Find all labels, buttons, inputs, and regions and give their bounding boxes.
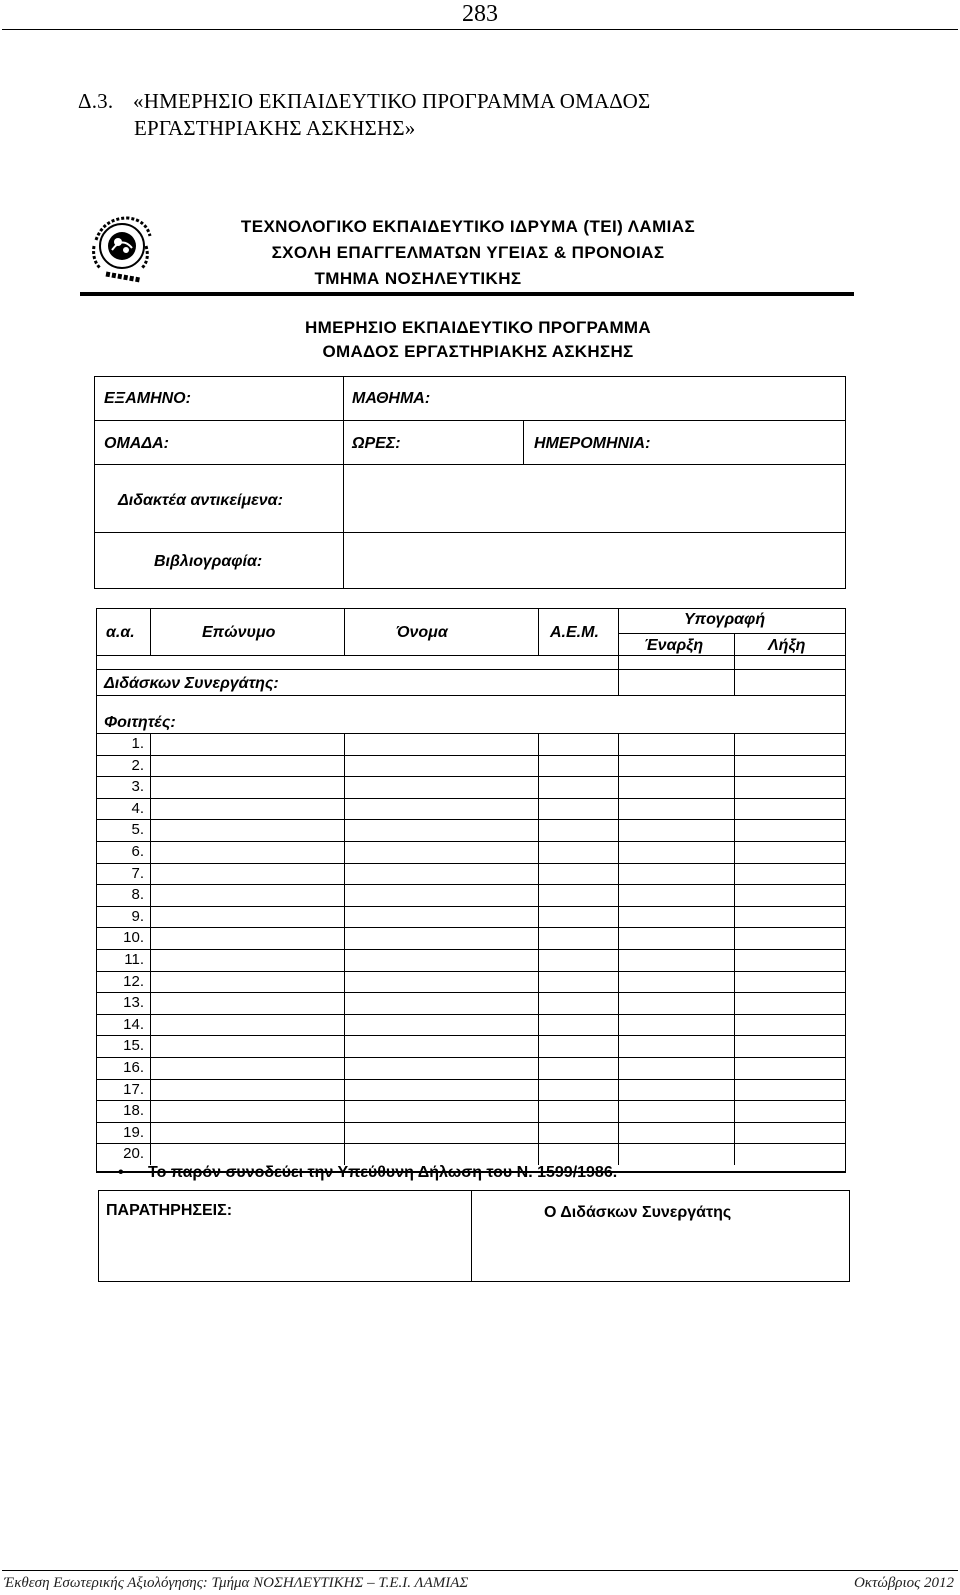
student-row-number: 4. [131,799,144,817]
scanned-form [78,205,874,1320]
footer-report-title: Έκθεση Εσωτερικής Αξιολόγησης: Τμήμα ΝΟΣΗΛΕΥΤΙΚΗΣ – Τ.Ε.Ι. ΛΑΜΙΑΣ [4,1575,469,1591]
student-row-number: 15. [123,1037,144,1055]
student-row-divider [96,927,846,928]
instructor-row-label: Διδάσκων Συνεργάτης: [104,675,279,692]
objectives-label: Διδακτέα αντικείμενα: [118,492,283,509]
info-row-divider [94,532,846,533]
student-row-divider [96,798,846,799]
form-title-line2: ΟΜΑΔΟΣ ΕΡΓΑΣΤΗΡΙΑΚΗΣ ΑΣΚΗΣΗΣ [322,342,634,361]
student-row-number: 12. [123,972,144,990]
col-aa: α.α. [106,624,135,641]
org-name-line1: ΤΕΧΝΟΛΟΓΙΚΟ ΕΚΠΑΙΔΕΥΤΙΚΟ ΙΔΡΥΜΑ (ΤΕΙ) ΛΑΜΙΑΣ [240,217,696,236]
org-name-line3: ΤΜΗΜΑ ΝΟΣΗΛΕΥΤΙΚΗΣ [314,269,522,288]
student-row-divider [96,1079,846,1080]
student-row-divider [96,841,846,842]
remarks-label: ΠΑΡΑΤΗΡΗΣΕΙΣ: [106,1202,233,1219]
student-row-number: 1. [131,735,144,752]
student-row-divider [96,1143,846,1144]
student-row-number: 19. [123,1123,144,1141]
course-label: ΜΑΘΗΜΑ: [352,390,431,407]
table-header-divider [96,695,846,696]
table-col-divider [538,608,539,655]
org-name-line2: ΣΧΟΛΗ ΕΠΑΓΓΕΛΜΑΤΩΝ ΥΓΕΙΑΣ & ΠΡΟΝΟΙΑΣ [271,243,665,262]
section-heading [78,88,650,142]
student-row-number: 18. [123,1102,144,1120]
section-heading-line2: ΕΡΓΑΣΤΗΡΙΑΚΗΣ ΑΣΚΗΣΗΣ» [134,116,416,140]
table-col-divider [734,633,735,695]
note-bullet: • [118,1164,124,1181]
semester-label: ΕΞΑΜΗΝΟ: [104,390,191,407]
student-row-number: 5. [131,821,144,839]
student-row-divider [96,1122,846,1123]
col-end: Λήξη [768,637,806,654]
student-row-divider [96,949,846,950]
org-divider [80,292,854,296]
footer-rule [2,1570,958,1571]
col-aem: Α.Ε.Μ. [550,624,599,641]
student-row-number: 16. [123,1059,144,1076]
student-row-divider [96,776,846,777]
bibliography-label: Βιβλιογραφία: [154,553,263,570]
student-row-divider [96,1035,846,1036]
date-label: ΗΜΕΡΟΜΗΝΙΑ: [534,435,651,452]
info-col-divider [523,420,524,464]
col-surname: Επώνυμο [202,624,276,641]
student-row-number: 2. [131,756,144,774]
section-number: Δ.3. [78,89,114,113]
student-row-divider [96,1100,846,1101]
student-row-number: 13. [123,994,144,1012]
student-row-number: 9. [131,907,144,925]
table-col-divider [618,608,619,695]
info-row-divider [94,464,846,465]
hours-label: ΩΡΕΣ: [352,435,401,452]
student-row-divider [96,1014,846,1015]
footer-date: Οκτώβριος 2012 [853,1575,954,1591]
student-row-divider [96,863,846,864]
student-row-number: 20. [123,1145,144,1163]
student-row-number: 17. [123,1080,144,1098]
student-row-divider [96,755,846,756]
student-row-number: 8. [131,886,144,904]
form-title-line1: ΗΜΕΡΗΣΙΟ ΕΚΠΑΙΔΕΥΤΙΚΟ ΠΡΟΓΡΑΜΜΑ [305,318,651,337]
header-rule [2,29,958,30]
student-row-number: 7. [131,864,144,882]
student-row-divider [96,971,846,972]
table-col-divider [344,608,345,655]
declaration-note: Το παρόν συνοδεύει την Υπεύθυνη Δήλωση του Ν. 1599/1986. [148,1164,618,1181]
col-signature: Υπογραφή [684,611,766,628]
signature-subdivider [618,633,846,634]
info-col-divider [343,376,344,589]
student-row-divider [96,819,846,820]
instructor-signature-label: Ο Διδάσκων Συνεργάτης [544,1204,732,1221]
student-row-number: 11. [124,951,144,968]
page-number: 283 [462,1,498,27]
section-heading-line1: «ΗΜΕΡΗΣΙΟ ΕΚΠΑΙΔΕΥΤΙΚΟ ΠΡΟΓΡΑΜΜΑ ΟΜΑΔΟΣ [133,89,651,113]
group-label: ΟΜΑΔΑ: [104,435,169,452]
info-row-divider [94,420,846,421]
col-start: Έναρξη [644,637,704,654]
student-row-divider [96,906,846,907]
table-col-divider [150,608,151,655]
student-row-number: 3. [131,778,144,796]
student-row-number: 14. [123,1015,144,1033]
student-row-divider [96,733,846,734]
students-label: Φοιτητές: [104,714,176,731]
student-row-divider [96,1057,846,1058]
remarks-col-divider [471,1190,472,1282]
student-row-divider [96,992,846,993]
student-row-number: 6. [131,843,144,860]
student-row-number: 10. [123,929,144,947]
col-name: Όνομα [396,624,448,641]
student-row-divider [96,884,846,885]
